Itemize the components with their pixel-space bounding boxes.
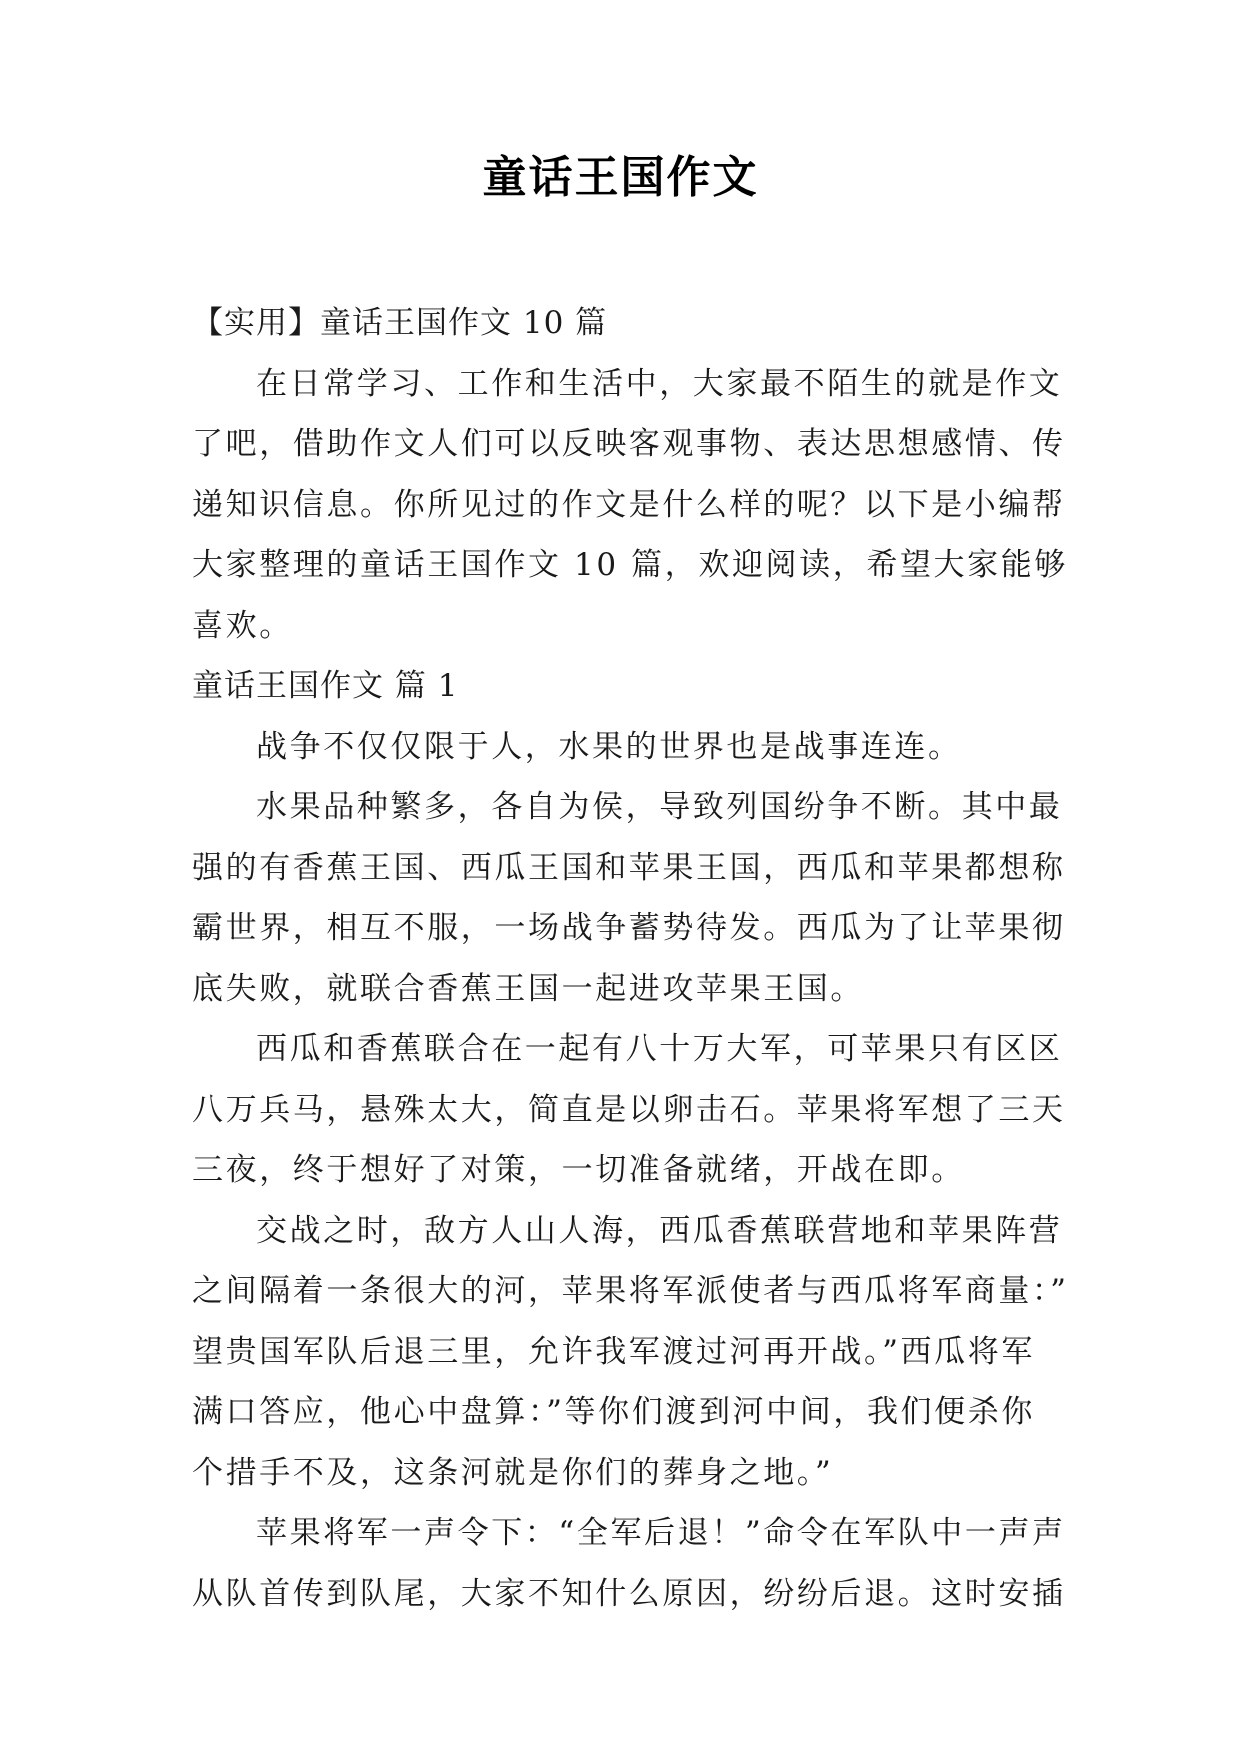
paragraph-line: 喜欢。 [192,607,293,644]
paragraph-line: 递知识信息。你所见过的作文是什么样的呢？以下是小编帮 [192,486,1066,523]
paragraph-line: 个措手不及，这条河就是你们的葬身之地。” [192,1454,834,1491]
paragraph-line: 交战之时，敌方人山人海，西瓜香蕉联营地和苹果阵营 [256,1212,1063,1249]
document-title: 童话王国作文 [482,152,759,203]
paragraph-line: 望贵国军队后退三里，允许我军渡过河再开战。”西瓜将军 [192,1333,1035,1370]
paragraph-line: 大家整理的童话王国作文 10 篇，欢迎阅读，希望大家能够 [192,547,1068,583]
paragraph-line: 底失败，就联合香蕉王国一起进攻苹果王国。 [192,970,864,1007]
paragraph-line: 从队首传到队尾，大家不知什么原因，纷纷后退。这时安插 [192,1575,1066,1612]
paragraph-line: 西瓜和香蕉联合在一起有八十万大军，可苹果只有区区 [256,1031,1063,1067]
paragraph-line: 水果品种繁多，各自为侯，导致列国纷争不断。其中最 [256,789,1063,825]
paragraph-line: 之间隔着一条很大的河，苹果将军派使者与西瓜将军商量：” [192,1273,1069,1309]
paragraph-line: 了吧，借助作文人们可以反映客观事物、表达思想感情、传 [192,426,1066,462]
paragraph-line: 八万兵马，悬殊太大，简直是以卵击石。苹果将军想了三天 [192,1091,1066,1128]
paragraph-line: 满口答应，他心中盘算：”等你们渡到河中间，我们便杀你 [192,1394,1035,1430]
paragraph-line: 战争不仅仅限于人，水果的世界也是战事连连。 [256,728,962,765]
document-subtitle: 【实用】童话王国作文 10 篇 [192,305,608,341]
paragraph-line: 苹果将军一声令下：“全军后退！”命令在军队中一声声 [256,1515,1066,1551]
document-body [192,293,1069,1624]
paragraph-line: 在日常学习、工作和生活中，大家最不陌生的就是作文 [256,365,1063,402]
section-heading: 童话王国作文 篇 1 [192,668,459,704]
paragraph-line: 霸世界，相互不服，一场战争蓄势待发。西瓜为了让苹果彻 [192,910,1066,946]
paragraph-line: 三夜，终于想好了对策，一切准备就绪，开战在即。 [192,1152,965,1188]
paragraph-line: 强的有香蕉王国、西瓜王国和苹果王国，西瓜和苹果都想称 [192,849,1066,886]
